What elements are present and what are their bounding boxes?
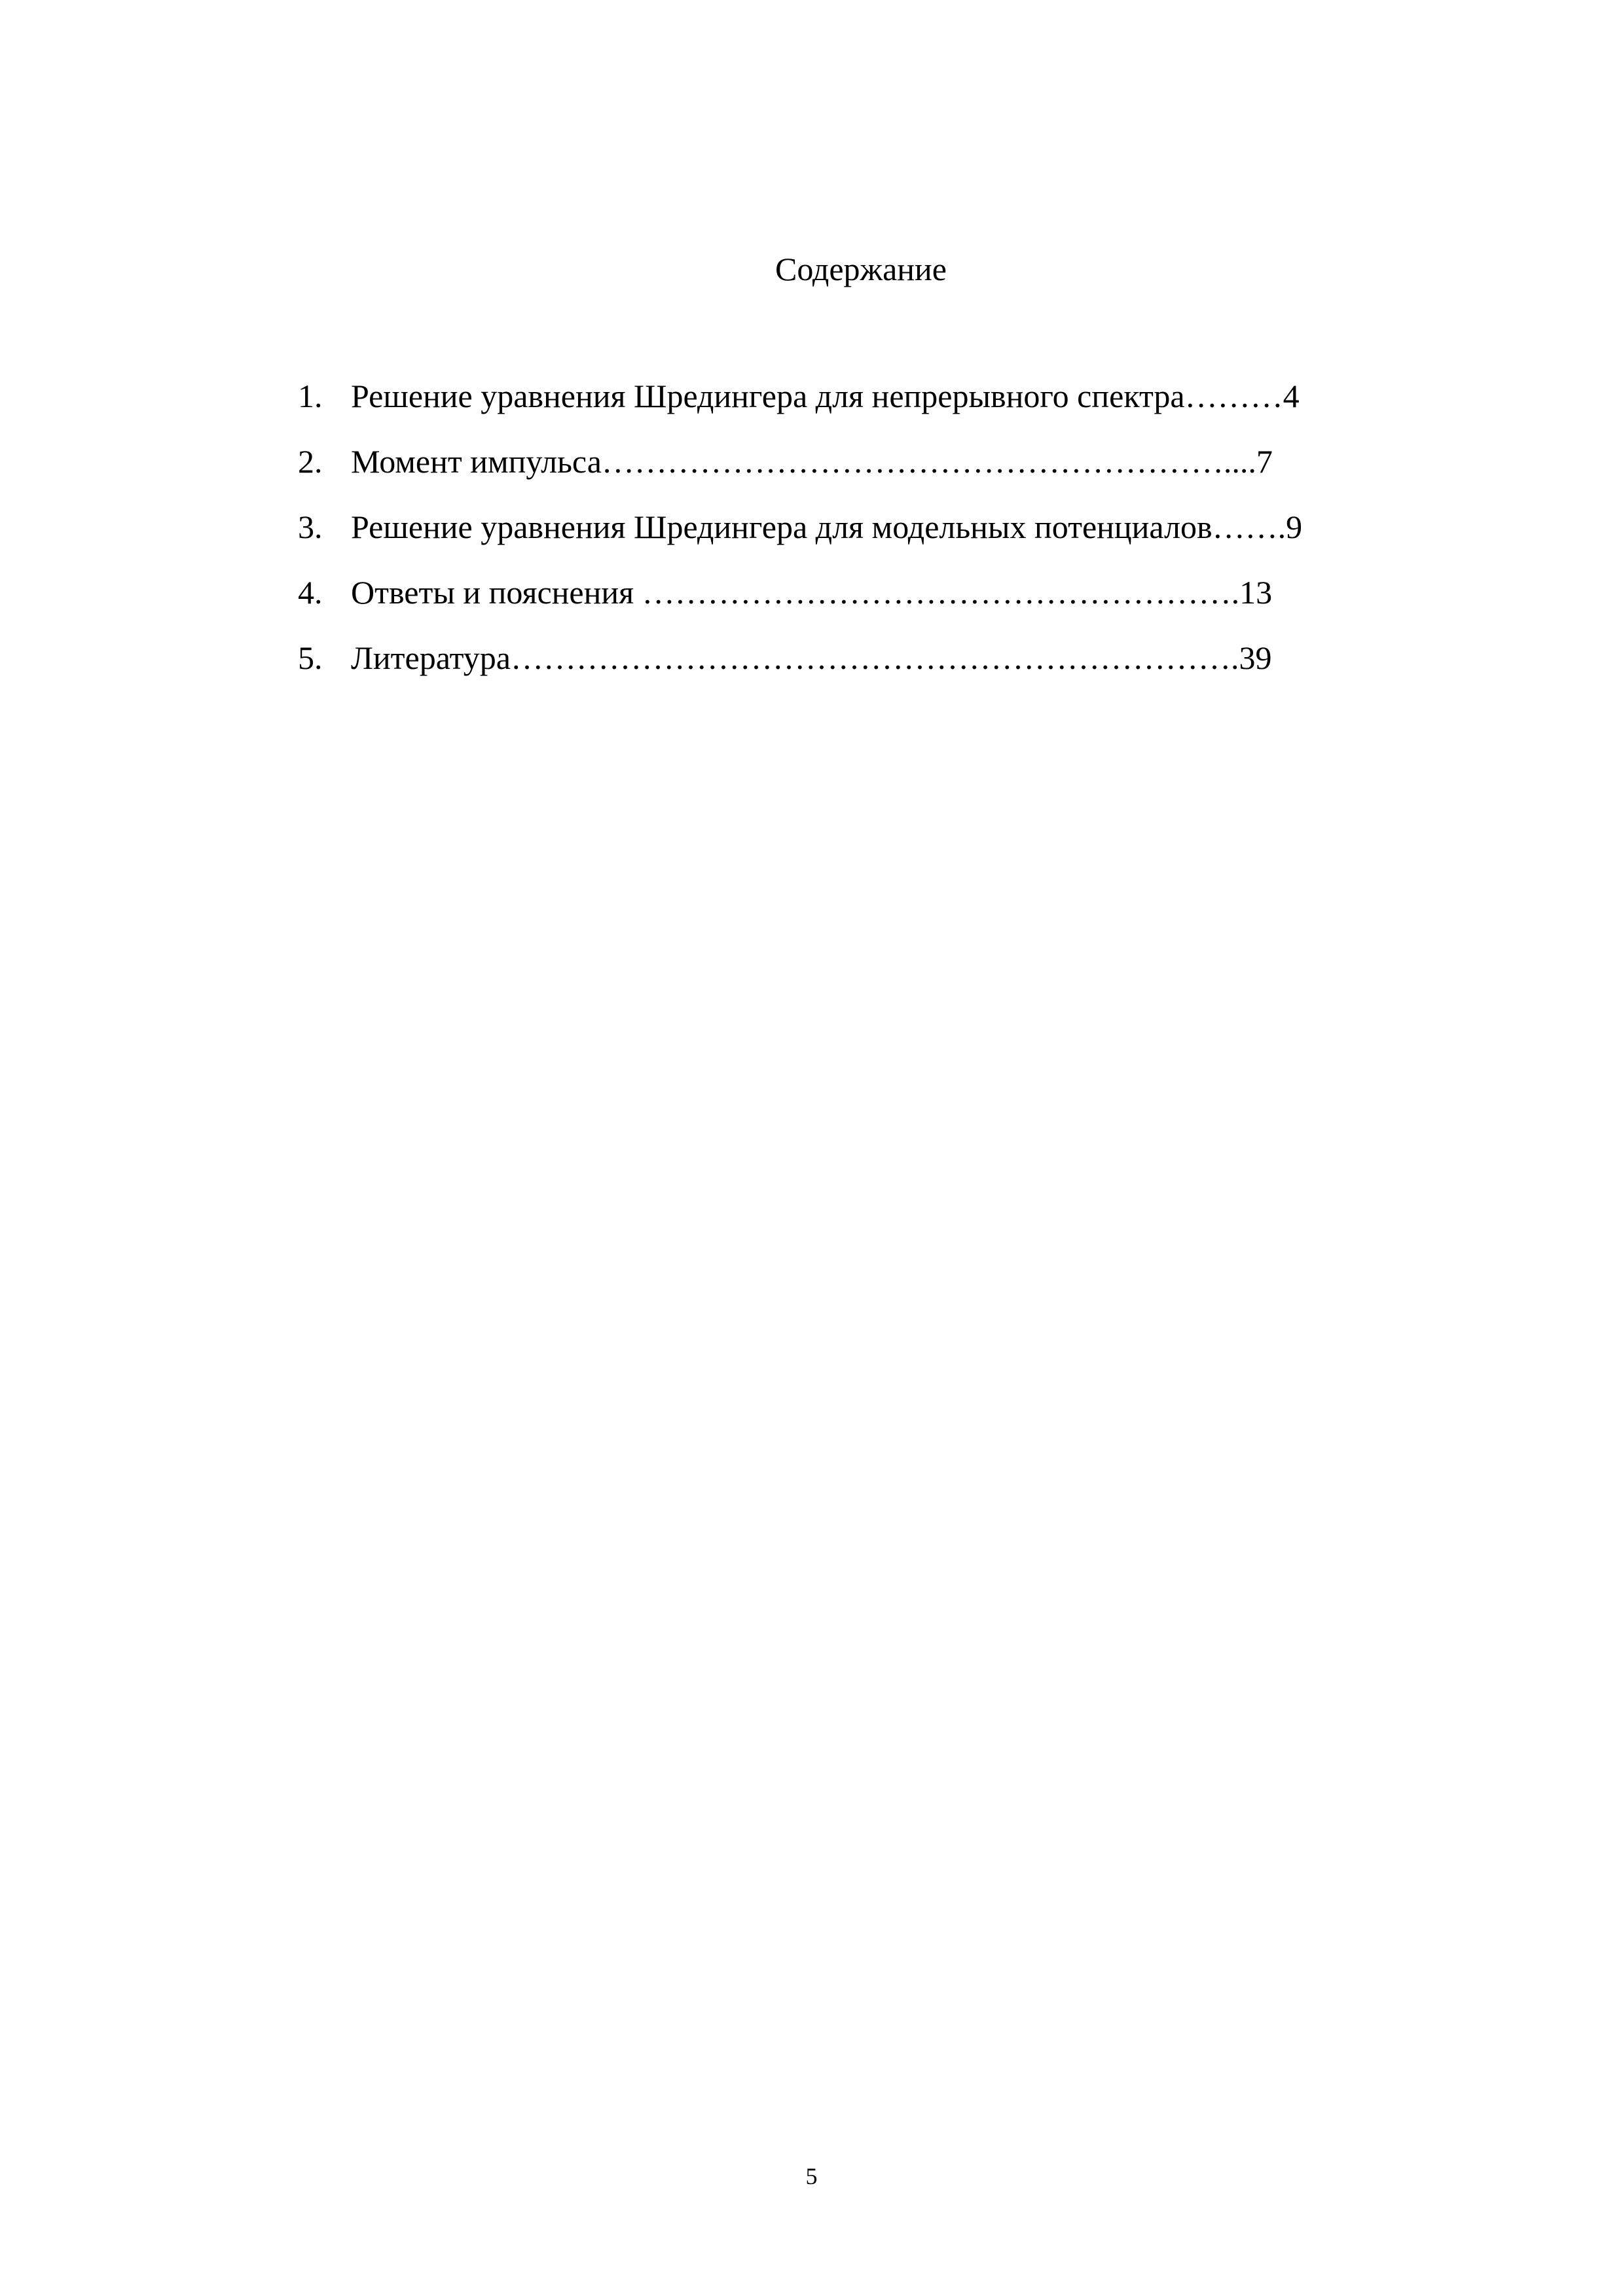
toc-entry-text: Ответы и пояснения ……………………………………………….13 [351, 574, 1273, 611]
page-title: Содержание [775, 251, 947, 287]
toc-entry-4 [298, 569, 1458, 635]
table-of-contents [298, 373, 1458, 700]
toc-entry-text: Литература………………………………………………………….39 [351, 639, 1272, 676]
toc-entry-number: 5. [298, 639, 323, 676]
toc-entry-5 [298, 635, 1458, 700]
toc-entry-3 [298, 504, 1458, 569]
toc-entry-2 [298, 439, 1458, 504]
toc-entry-1 [298, 373, 1458, 439]
toc-entry-text: Решение уравнения Шредингера для модельных потенциалов…….9 [351, 509, 1303, 545]
toc-entry-number: 4. [298, 574, 323, 611]
toc-entry-text: Решение уравнения Шредингера для непрерывного спектра………4 [351, 378, 1300, 414]
toc-entry-number: 2. [298, 443, 323, 480]
toc-entry-text: Момент импульса…………………………………………………....7 [351, 443, 1273, 480]
toc-entry-number: 3. [298, 509, 323, 545]
toc-entry-number: 1. [298, 378, 323, 414]
page-number: 5 [805, 2163, 818, 2189]
